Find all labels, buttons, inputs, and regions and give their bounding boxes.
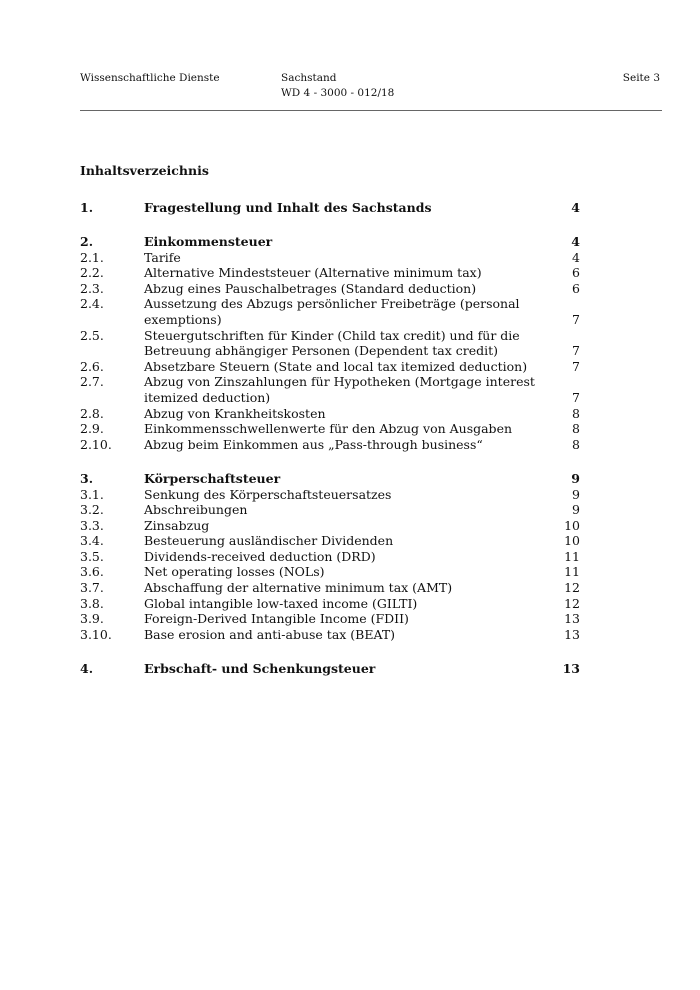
toc-section bbox=[80, 471, 580, 643]
toc-entry-number: 2.10. bbox=[80, 436, 112, 452]
toc-entry-page: 10 bbox=[564, 533, 580, 549]
toc-entry-number: 3.4. bbox=[80, 533, 104, 549]
toc-entry-number: 2.9. bbox=[80, 421, 104, 437]
toc-entry-title bbox=[144, 533, 558, 549]
toc-entry-title bbox=[144, 549, 558, 565]
toc-entry-page: 8 bbox=[572, 421, 580, 437]
toc-entry-title bbox=[144, 627, 558, 643]
toc-entry[interactable] bbox=[80, 487, 580, 503]
toc-entry-title-line: Abschreibungen bbox=[144, 502, 248, 518]
toc-entry-page: 7 bbox=[572, 358, 580, 374]
toc-entry-title-line: Einkommensschwellenwerte für den Abzug von Ausgaben bbox=[144, 421, 513, 437]
toc-section-heading[interactable] bbox=[80, 234, 580, 250]
toc-entry[interactable] bbox=[80, 374, 580, 405]
toc-entry-page: 12 bbox=[564, 580, 580, 596]
toc-entry-title-line: Alternative Mindeststeuer (Alternative minimum tax) bbox=[144, 265, 482, 281]
toc-entry-page: 7 bbox=[572, 343, 580, 359]
toc-entry[interactable] bbox=[80, 250, 580, 266]
toc-entry-title-line: Tarife bbox=[144, 249, 181, 265]
toc-entry[interactable] bbox=[80, 281, 580, 297]
toc-entry-number: 2.3. bbox=[80, 280, 104, 296]
header-organization: Wissenschaftliche Dienste bbox=[80, 72, 220, 84]
toc-entry-number: 4. bbox=[80, 660, 94, 676]
toc-entry-title bbox=[144, 281, 558, 297]
toc-entry-number: 3.1. bbox=[80, 486, 104, 502]
toc-entry[interactable] bbox=[80, 533, 580, 549]
toc-entry-title bbox=[144, 487, 558, 503]
toc-entry-title-line: Steuergutschriften für Kinder (Child tax credit) und für die bbox=[144, 327, 520, 343]
toc-entry-number: 2.6. bbox=[80, 358, 104, 374]
toc-entry-title bbox=[144, 265, 558, 281]
toc-entry-page: 7 bbox=[572, 312, 580, 328]
toc-entry-title bbox=[144, 406, 558, 422]
toc-entry-title-line: Global intangible low-taxed income (GILTI) bbox=[144, 595, 418, 611]
toc-entry-page: 6 bbox=[572, 280, 580, 296]
toc-entry-title-line: exemptions) bbox=[144, 312, 222, 328]
toc-entry-title-line: Abzug beim Einkommen aus „Pass-through business“ bbox=[144, 436, 483, 452]
toc-entry[interactable] bbox=[80, 437, 580, 453]
toc-entry-title-line: Dividends-received deduction (DRD) bbox=[144, 548, 376, 564]
toc-entry-title: Fragestellung und Inhalt des Sachstands bbox=[144, 200, 432, 215]
toc-entry-title-line: Zinsabzug bbox=[144, 517, 210, 533]
toc-entry[interactable] bbox=[80, 328, 580, 359]
toc-entry[interactable] bbox=[80, 502, 580, 518]
header-document-type: Sachstand bbox=[281, 72, 337, 84]
toc-entry-page: 6 bbox=[572, 265, 580, 281]
toc-entry-number: 1. bbox=[80, 200, 94, 215]
toc-entry-title-line: Abzug eines Pauschalbetrages (Standard deduction) bbox=[144, 280, 477, 296]
page-header bbox=[80, 71, 660, 107]
toc-entry-title: Erbschaft- und Schenkungsteuer bbox=[144, 660, 376, 676]
toc-entry-number: 3.6. bbox=[80, 564, 104, 580]
toc-entry-number: 3.8. bbox=[80, 595, 104, 611]
toc-entry[interactable] bbox=[80, 296, 580, 327]
toc-entry-number: 2.4. bbox=[80, 296, 104, 312]
toc-entry-number: 2.5. bbox=[80, 327, 104, 343]
toc-entry-number: 2.7. bbox=[80, 374, 104, 390]
toc-entry-page: 7 bbox=[572, 390, 580, 406]
toc-entry-title-line: Foreign-Derived Intangible Income (FDII) bbox=[144, 611, 409, 627]
toc-entry-number: 2. bbox=[80, 234, 94, 250]
toc-entry-page: 13 bbox=[562, 660, 580, 676]
toc-section-heading[interactable] bbox=[80, 200, 580, 216]
toc-entry-title bbox=[144, 374, 558, 405]
toc-entry-title bbox=[144, 296, 558, 327]
toc-entry-page: 11 bbox=[564, 548, 580, 564]
toc-entry-number: 3.3. bbox=[80, 517, 104, 533]
toc-entry-page: 4 bbox=[571, 200, 580, 215]
toc-entry-title-line: Senkung des Körperschaftsteuersatzes bbox=[144, 486, 392, 502]
toc-section bbox=[80, 661, 580, 677]
toc-entry-title: Körperschaftsteuer bbox=[144, 470, 281, 486]
toc-entry-page: 4 bbox=[572, 249, 580, 265]
toc-entry-title-line: Aussetzung des Abzugs persönlicher Freibeträge (personal bbox=[144, 296, 520, 312]
toc-section bbox=[80, 200, 580, 216]
toc-entry-title-line: itemized deduction) bbox=[144, 390, 271, 406]
toc-entry-title-line: Abzug von Krankheitskosten bbox=[144, 405, 326, 421]
toc-entry-number: 3. bbox=[80, 470, 94, 486]
toc-entry-number: 3.9. bbox=[80, 611, 104, 627]
toc-entry-number: 2.2. bbox=[80, 265, 104, 281]
toc-entry-title-line: Betreuung abhängiger Personen (Dependent tax credit) bbox=[144, 343, 499, 359]
toc-entry-number: 3.2. bbox=[80, 502, 104, 518]
toc-entry-page: 8 bbox=[572, 436, 580, 452]
toc-entry-title bbox=[144, 359, 558, 375]
toc-entry-page: 9 bbox=[571, 470, 580, 486]
toc-entry[interactable] bbox=[80, 518, 580, 534]
toc-entry-number: 3.7. bbox=[80, 580, 104, 596]
header-page-number: Seite 3 bbox=[622, 72, 660, 84]
header-divider bbox=[80, 110, 662, 111]
toc-entry[interactable] bbox=[80, 596, 580, 612]
toc-entry-page: 10 bbox=[564, 517, 580, 533]
toc-entry[interactable] bbox=[80, 627, 580, 643]
toc-section-heading[interactable] bbox=[80, 471, 580, 487]
toc-entry-page: 11 bbox=[564, 564, 580, 580]
table-of-contents bbox=[80, 200, 580, 695]
toc-entry-title bbox=[144, 596, 558, 612]
toc-entry[interactable] bbox=[80, 549, 580, 565]
toc-entry-title bbox=[144, 580, 558, 596]
toc-entry-page: 13 bbox=[564, 626, 580, 642]
toc-entry-title bbox=[144, 502, 558, 518]
header-document-number: WD 4 - 3000 - 012/18 bbox=[281, 87, 395, 99]
toc-entry-title-line: Base erosion and anti-abuse tax (BEAT) bbox=[144, 626, 396, 642]
toc-section-heading[interactable] bbox=[80, 661, 580, 677]
toc-entry-number: 2.8. bbox=[80, 405, 104, 421]
toc-section bbox=[80, 234, 580, 452]
toc-entry-page: 9 bbox=[572, 486, 580, 502]
toc-entry-page: 9 bbox=[572, 502, 580, 518]
toc-entry-page: 8 bbox=[572, 405, 580, 421]
toc-entry[interactable] bbox=[80, 359, 580, 375]
toc-entry[interactable] bbox=[80, 564, 580, 580]
toc-entry-number: 3.5. bbox=[80, 548, 104, 564]
toc-entry[interactable] bbox=[80, 406, 580, 422]
toc-entry-title bbox=[144, 611, 558, 627]
toc-entry-page: 13 bbox=[564, 611, 580, 627]
toc-entry-title-line: Net operating losses (NOLs) bbox=[144, 564, 325, 580]
toc-entry-title bbox=[144, 250, 558, 266]
toc-entry-number: 2.1. bbox=[80, 249, 104, 265]
header-document-info bbox=[281, 71, 394, 101]
toc-entry-page: 4 bbox=[571, 234, 580, 250]
toc-entry-title bbox=[144, 518, 558, 534]
toc-entry-title bbox=[144, 437, 558, 453]
toc-entry-title-line: Abschaffung der alternative minimum tax (AMT) bbox=[144, 580, 453, 596]
toc-entry-title bbox=[144, 328, 558, 359]
toc-entry-title bbox=[144, 421, 558, 437]
toc-entry[interactable] bbox=[80, 265, 580, 281]
toc-entry[interactable] bbox=[80, 611, 580, 627]
toc-entry-title-line: Absetzbare Steuern (State and local tax itemized deduction) bbox=[144, 358, 528, 374]
toc-entry-page: 12 bbox=[564, 595, 580, 611]
toc-entry-number: 3.10. bbox=[80, 626, 112, 642]
toc-entry[interactable] bbox=[80, 580, 580, 596]
toc-entry-title bbox=[144, 564, 558, 580]
toc-entry-title: Einkommensteuer bbox=[144, 234, 273, 250]
toc-entry[interactable] bbox=[80, 421, 580, 437]
toc-entry-title-line: Abzug von Zinszahlungen für Hypotheken (Mortgage interest bbox=[144, 374, 535, 390]
toc-entry-title-line: Besteuerung ausländischer Dividenden bbox=[144, 533, 394, 549]
toc-title: Inhaltsverzeichnis bbox=[80, 163, 209, 178]
